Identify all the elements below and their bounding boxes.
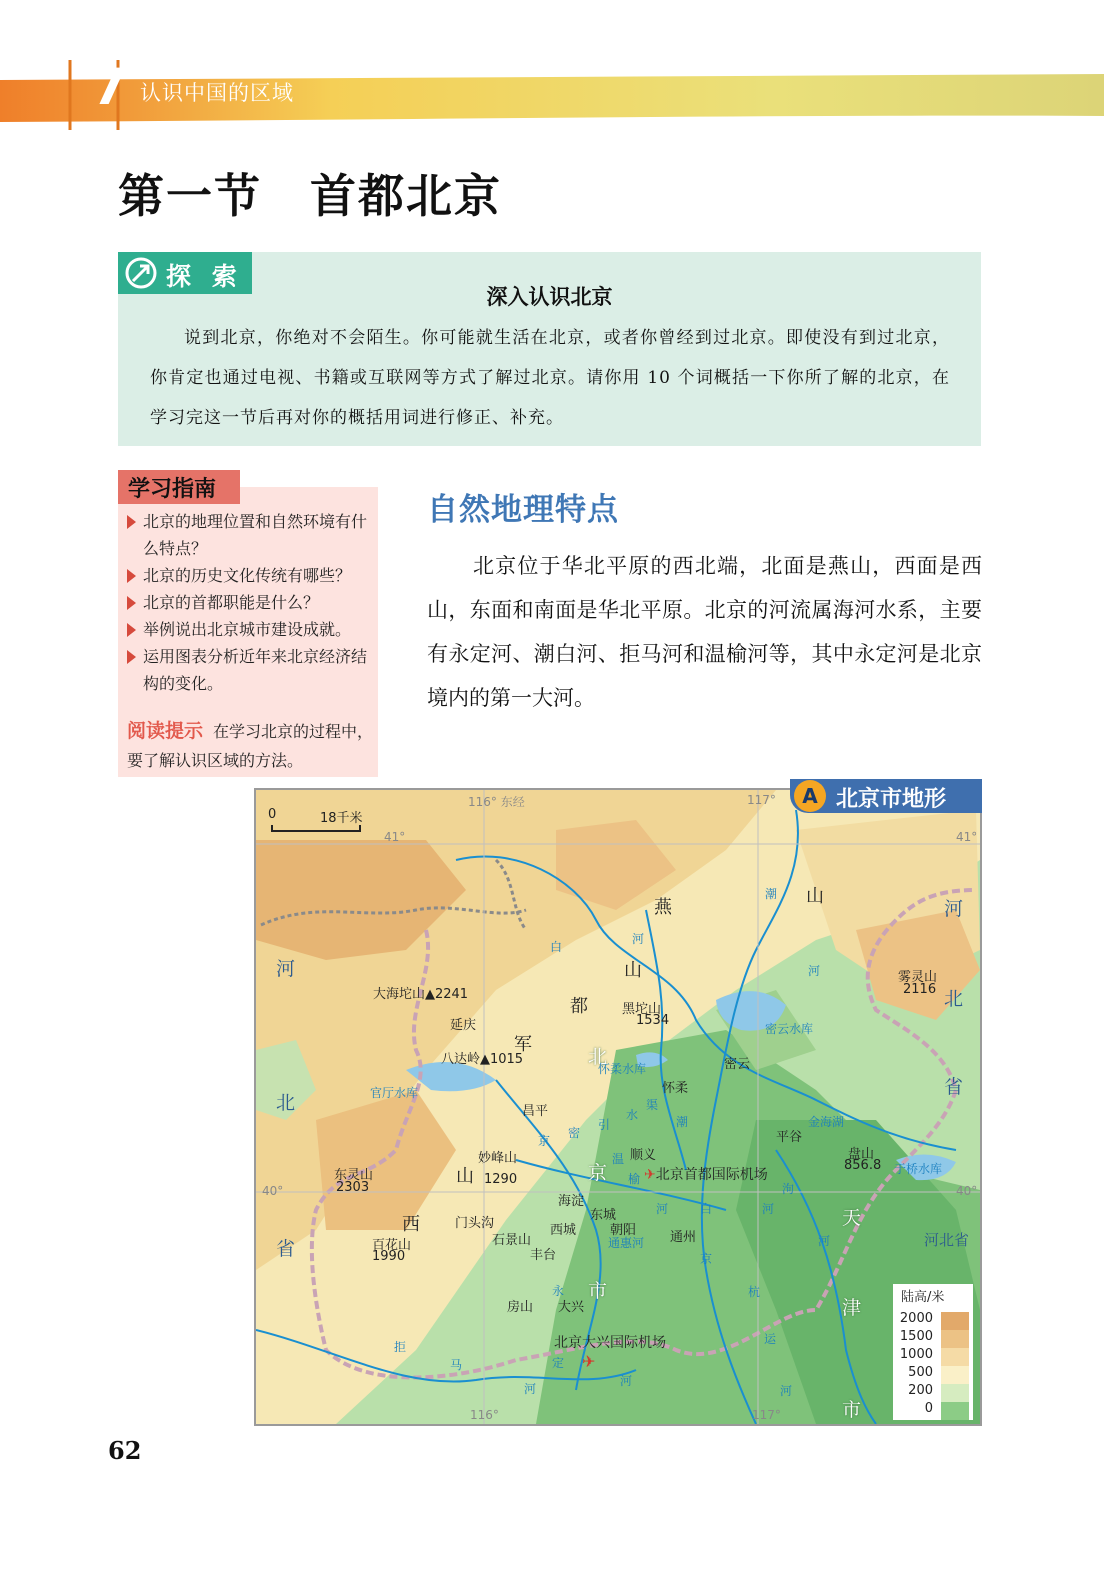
region-label: 河 bbox=[944, 898, 964, 920]
study-guide-item: 北京的首都职能是什么？ bbox=[127, 589, 375, 616]
explore-label: 探 索 bbox=[166, 262, 243, 291]
peak-elevation: 2116 bbox=[903, 982, 937, 997]
canal-label: 水 bbox=[626, 1108, 639, 1122]
legend-swatch bbox=[941, 1402, 969, 1420]
legend-swatch bbox=[941, 1366, 969, 1384]
triangle-bullet-icon bbox=[127, 623, 136, 637]
mountain-label: 山 bbox=[806, 886, 824, 907]
city-label: 延庆 bbox=[450, 1018, 477, 1033]
lat-40-label: 40° bbox=[262, 1184, 284, 1198]
region-label: 市 bbox=[588, 1280, 608, 1302]
city-label: 门头沟 bbox=[455, 1216, 495, 1231]
river-label: 拒 bbox=[394, 1340, 407, 1354]
chapter-title: 认识中国的区域 bbox=[140, 81, 294, 105]
lat-41-label: 41° bbox=[384, 830, 406, 844]
city-label: 顺义 bbox=[630, 1148, 657, 1163]
city-label: 昌平 bbox=[522, 1104, 549, 1119]
study-guide-item: 北京的地理位置和自然环境有什么特点？ bbox=[127, 508, 375, 562]
legend-level-label: 1000 bbox=[899, 1347, 933, 1362]
region-label: 河 bbox=[276, 958, 296, 980]
mountain-label: 山 bbox=[624, 960, 642, 981]
airport-label: 北京大兴国际机场 bbox=[554, 1335, 666, 1351]
region-label: 省 bbox=[276, 1238, 296, 1260]
peak-label: 八达岭▲1015 bbox=[441, 1052, 524, 1067]
river-label: 温 bbox=[612, 1152, 625, 1166]
river-label: 潮 bbox=[765, 887, 778, 901]
airport-label: ✈北京首都国际机场 bbox=[644, 1167, 768, 1183]
river-label: 河 bbox=[808, 964, 821, 978]
map-title: 北京市地形 bbox=[836, 787, 947, 812]
triangle-bullet-icon bbox=[127, 569, 136, 583]
explore-body: 说到北京，你绝对不会陌生。你可能就生活在北京，或者你曾经到过北京。即使没有到过北京，你肯定也通过电视、书籍或互联网等方式了解过北京。请你用 10 个词概括一下你所了解的北京，在学习完这一节后再对你的概括用词进行修正、补充。 bbox=[150, 328, 950, 428]
terrain-shading bbox=[256, 790, 980, 1424]
river-label: 通惠河 bbox=[608, 1236, 645, 1250]
peak-label: 雾灵山 bbox=[898, 970, 938, 985]
city-label: 朝阳 bbox=[610, 1223, 637, 1238]
peak-label: 大海坨山▲2241 bbox=[373, 987, 469, 1002]
river-label: 定 bbox=[552, 1356, 565, 1370]
lon-116-label: 116° 东经 bbox=[468, 795, 525, 809]
airport-icon: ✈ bbox=[644, 1167, 656, 1183]
peak-elevation: 1534 bbox=[636, 1013, 670, 1028]
reading-tip-text: 在学习北京的过程中，要了解认识区域的方法。 bbox=[127, 722, 374, 770]
peak-elevation: 856.8 bbox=[844, 1158, 882, 1173]
beijing-terrain-map bbox=[254, 788, 982, 1426]
legend-title: 陆高/米 bbox=[901, 1290, 945, 1305]
lat-40-right-label: 40° bbox=[956, 1184, 978, 1198]
peak-elevation: 1990 bbox=[372, 1249, 406, 1264]
triangle-bullet-icon bbox=[127, 515, 136, 529]
legend-swatch bbox=[941, 1384, 969, 1402]
river-label: 河 bbox=[762, 1202, 775, 1216]
peak-label: 百花山 bbox=[372, 1238, 412, 1253]
river-label: 河 bbox=[620, 1374, 633, 1388]
city-label: 通州 bbox=[670, 1230, 697, 1245]
canal-label: 运 bbox=[764, 1332, 777, 1346]
peak-label: 东灵山 bbox=[334, 1168, 374, 1183]
legend-level-label: 1500 bbox=[899, 1329, 933, 1344]
mountain-label: 都 bbox=[570, 996, 588, 1017]
page-number: 62 bbox=[108, 1436, 142, 1465]
peak-label: 黑坨山 bbox=[622, 1002, 662, 1017]
region-label: 津 bbox=[842, 1297, 862, 1319]
lat-41-right-label: 41° bbox=[956, 830, 978, 844]
reservoir-label: 于桥水库 bbox=[894, 1162, 943, 1176]
reading-tip-label: 阅读提示 bbox=[127, 720, 204, 742]
river-label: 永 bbox=[552, 1284, 565, 1298]
river-label: 白 bbox=[550, 940, 563, 954]
triangle-bullet-icon bbox=[127, 650, 136, 664]
city-label: 怀柔 bbox=[662, 1081, 689, 1096]
study-guide-item: 举例说出北京城市建设成就。 bbox=[127, 616, 375, 643]
scale-bar bbox=[268, 807, 378, 837]
mountain-label: 军 bbox=[514, 1034, 532, 1055]
region-label: 天 bbox=[842, 1207, 862, 1229]
chapter-number: 7 bbox=[92, 58, 127, 116]
river-label: 马 bbox=[450, 1358, 463, 1372]
city-label: 丰台 bbox=[530, 1248, 557, 1263]
mountain-label: 山 bbox=[456, 1166, 474, 1187]
river-label: 河 bbox=[524, 1382, 537, 1396]
natural-geography-body: 北京位于华北平原的西北端，北面是燕山，西面是西山，东面和南面是华北平原。北京的河流属海河水系，主要有永定河、潮白河、拒马河和温榆河等，其中永定河是北京境内的第一大河。 bbox=[427, 554, 982, 710]
region-label: 北 bbox=[944, 988, 964, 1010]
mountain-label: 燕 bbox=[654, 897, 672, 918]
river-label: 泃 bbox=[782, 1182, 795, 1196]
lake-label: 金海湖 bbox=[808, 1115, 845, 1129]
map-letter-badge: A bbox=[794, 780, 826, 812]
region-label: 北 bbox=[588, 1046, 608, 1068]
city-label: 大兴 bbox=[558, 1300, 585, 1315]
legend-level-label: 0 bbox=[924, 1401, 933, 1416]
city-label: 平谷 bbox=[776, 1130, 803, 1145]
peak-elevation: 1290 bbox=[484, 1172, 518, 1187]
study-guide-item: 北京的历史文化传统有哪些？ bbox=[127, 562, 375, 589]
canal-label: 杭 bbox=[748, 1285, 761, 1299]
region-label: 北 bbox=[276, 1092, 296, 1114]
study-guide-label: 学习指南 bbox=[128, 477, 217, 502]
city-label: 西城 bbox=[550, 1223, 577, 1238]
region-label: 省 bbox=[944, 1076, 964, 1098]
region-label: 河北省 bbox=[924, 1231, 970, 1249]
scale-zero: 0 bbox=[268, 807, 277, 822]
lon-117-bottom-label: 117° bbox=[752, 1408, 781, 1422]
river-label: 河 bbox=[632, 932, 645, 946]
scale-distance: 18千米 bbox=[320, 811, 363, 826]
legend-level-label: 2000 bbox=[899, 1311, 933, 1326]
legend-swatch bbox=[941, 1330, 969, 1348]
river-label: 河 bbox=[818, 1234, 831, 1248]
legend-level-label: 200 bbox=[908, 1383, 933, 1398]
peak-label: 盘山 bbox=[848, 1147, 875, 1162]
natural-geography-title: 自然地理特点 bbox=[427, 492, 619, 528]
explore-heading: 深入认识北京 bbox=[486, 285, 613, 309]
city-label: 东城 bbox=[590, 1208, 617, 1223]
legend-swatch bbox=[941, 1348, 969, 1366]
section-title: 第一节 首都北京 bbox=[118, 169, 502, 223]
reservoir-label: 密云水库 bbox=[765, 1022, 814, 1036]
airport-icon: ✈ bbox=[582, 1352, 596, 1371]
legend-swatch bbox=[941, 1312, 969, 1330]
legend-level-label: 500 bbox=[908, 1365, 933, 1380]
canal-label: 渠 bbox=[646, 1098, 659, 1112]
region-label: 京 bbox=[588, 1162, 608, 1184]
canal-label: 京 bbox=[700, 1252, 713, 1266]
reading-tip bbox=[127, 716, 375, 775]
canal-label: 密 bbox=[568, 1126, 581, 1140]
peak-elevation: 2303 bbox=[336, 1180, 370, 1195]
river-label: 白 bbox=[700, 1202, 713, 1216]
study-guide-list bbox=[127, 508, 375, 697]
canal-label: 引 bbox=[598, 1118, 611, 1132]
city-label: 密云 bbox=[724, 1057, 751, 1072]
city-label: 房山 bbox=[507, 1300, 534, 1315]
study-guide-item: 运用图表分析近年来北京经济结构的变化。 bbox=[127, 643, 375, 697]
triangle-bullet-icon bbox=[127, 596, 136, 610]
river-label: 河 bbox=[656, 1202, 669, 1216]
peak-label: 妙峰山 bbox=[478, 1151, 518, 1166]
lon-116-bottom-label: 116° bbox=[470, 1408, 499, 1422]
canal-label: 京 bbox=[538, 1134, 551, 1148]
river-label: 潮 bbox=[676, 1115, 689, 1129]
reservoir-label: 官厅水库 bbox=[370, 1086, 419, 1100]
lon-117-label: 117° bbox=[747, 793, 776, 807]
region-label: 市 bbox=[842, 1399, 862, 1421]
city-label: 海淀 bbox=[558, 1194, 585, 1209]
mountain-label: 西 bbox=[402, 1214, 420, 1235]
river-label: 榆 bbox=[628, 1172, 641, 1186]
city-label: 石景山 bbox=[492, 1233, 532, 1248]
canal-label: 河 bbox=[780, 1384, 793, 1398]
reservoir-label: 怀柔水库 bbox=[598, 1062, 647, 1076]
